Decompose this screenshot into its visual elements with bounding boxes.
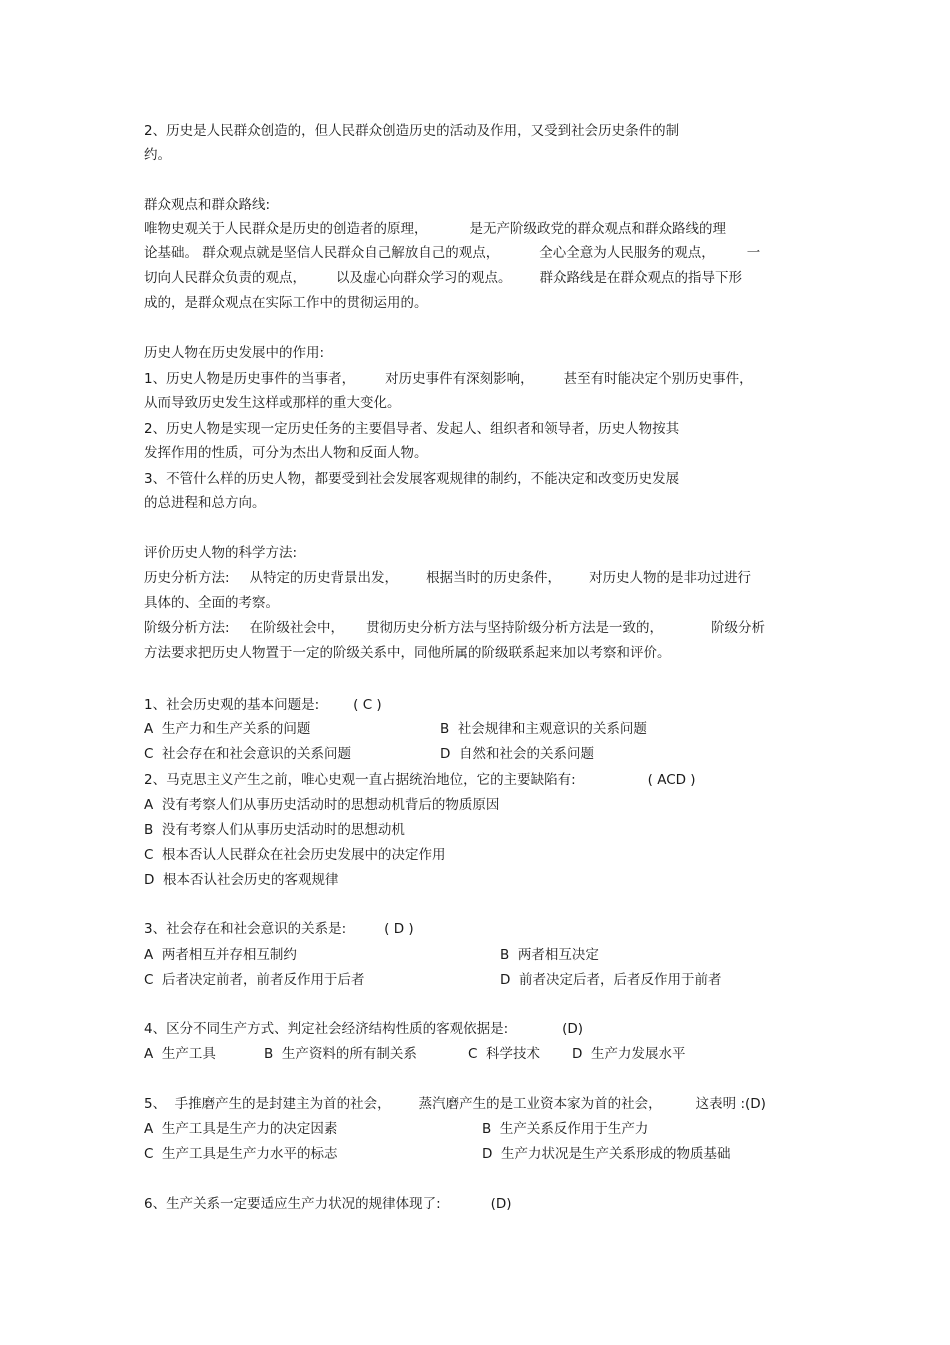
question-6-stem: 6、生产关系一定要适应生产力状况的规律体现了: (D)	[144, 1196, 512, 1212]
mass-view-line-3: 切向人民群众负责的观点， 以及虚心向群众学习的观点。 群众路线是在群众观点的指导下形	[144, 270, 742, 286]
question-2-option-a: A 没有考察人们从事历史活动时的思想动机背后的物质原因	[144, 797, 500, 813]
question-5-option-c: C 生产工具是生产力水平的标志	[144, 1146, 338, 1162]
question-4-option-a: A 生产工具	[144, 1046, 216, 1062]
figures-role-line-5: 3、不管什么样的历史人物，都要受到社会发展客观规律的制约，不能决定和改变历史发展	[144, 471, 680, 487]
question-3-option-a: A 两者相互并存相互制约	[144, 947, 297, 963]
history-para-line-1: 2、历史是人民群众创造的，但人民群众创造历史的活动及作用，又受到社会历史条件的制	[144, 123, 680, 139]
figures-role-line-2: 从而导致历史发生这样或那样的重大变化。	[144, 395, 401, 411]
history-para-line-2: 约。	[144, 147, 171, 163]
figures-role-line-6: 的总进程和总方向。	[144, 495, 266, 511]
evaluation-heading: 评价历史人物的科学方法:	[144, 545, 298, 561]
question-2-option-d: D 根本否认社会历史的客观规律	[144, 872, 339, 888]
question-5-option-b: B 生产关系反作用于生产力	[482, 1121, 649, 1137]
question-4-option-d: D 生产力发展水平	[572, 1046, 686, 1062]
question-4-stem: 4、区分不同生产方式、判定社会经济结构性质的客观依据是: (D)	[144, 1021, 584, 1037]
question-2-option-c: C 根本否认人民群众在社会历史发展中的决定作用	[144, 847, 446, 863]
mass-view-line-1: 唯物史观关于人民群众是历史的创造者的原理， 是无产阶级政党的群众观点和群众路线的理	[144, 221, 726, 237]
question-3-answer: ( D )	[384, 921, 414, 937]
question-2-answer: ( ACD )	[647, 772, 696, 788]
evaluation-line-4: 方法要求把历史人物置于一定的阶级关系中，同他所属的阶级联系起来加以考察和评价。	[144, 645, 671, 661]
question-2-option-b: B 没有考察人们从事历史活动时的思想动机	[144, 822, 405, 838]
mass-view-line-2: 论基础。 群众观点就是坚信人民群众自己解放自己的观点， 全心全意为人民服务的观点， 一	[144, 245, 761, 261]
figures-role-line-1: 1、历史人物是历史事件的当事者， 对历史事件有深刻影响， 甚至有时能决定个别历史事件，	[144, 371, 753, 387]
question-3-option-b: B 两者相互决定	[500, 947, 599, 963]
question-1-option-c: C 社会存在和社会意识的关系问题	[144, 746, 352, 762]
evaluation-line-3: 阶级分析方法: 在阶级社会中， 贯彻历史分析方法与坚持阶级分析方法是一致的， 阶级分析	[144, 620, 766, 636]
question-4-option-c: C 科学技术	[468, 1046, 541, 1062]
question-1-answer: ( C )	[353, 697, 382, 713]
question-3-option-d: D 前者决定后者，后者反作用于前者	[500, 972, 722, 988]
figures-role-heading: 历史人物在历史发展中的作用:	[144, 345, 325, 361]
question-3-stem: 3、社会存在和社会意识的关系是: ( D )	[144, 921, 414, 937]
question-3-option-c: C 后者决定前者，前者反作用于后者	[144, 972, 365, 988]
figures-role-line-4: 发挥作用的性质，可分为杰出人物和反面人物。	[144, 445, 428, 461]
question-5-option-a: A 生产工具是生产力的决定因素	[144, 1121, 338, 1137]
question-1-option-a: A 生产力和生产关系的问题	[144, 721, 311, 737]
question-1-stem: 1、社会历史观的基本问题是: ( C )	[144, 697, 382, 713]
evaluation-line-1: 历史分析方法: 从特定的历史背景出发， 根据当时的历史条件， 对历史人物的是非功过进行	[144, 570, 752, 586]
question-2-stem: 2、马克思主义产生之前，唯心史观一直占据统治地位，它的主要缺陷有: ( ACD )	[144, 772, 696, 788]
question-1-option-d: D 自然和社会的关系问题	[440, 746, 594, 762]
question-5-stem: 5、 手推磨产生的是封建主为首的社会， 蒸汽磨产生的是工业资本家为首的社会， 这表明 :(D)	[144, 1096, 766, 1112]
question-6-answer: (D)	[490, 1196, 512, 1212]
question-4-option-b: B 生产资料的所有制关系	[264, 1046, 417, 1062]
evaluation-line-2: 具体的、全面的考察。	[144, 595, 279, 611]
question-5-option-d: D 生产力状况是生产关系形成的物质基础	[482, 1146, 731, 1162]
mass-view-heading: 群众观点和群众路线:	[144, 197, 271, 213]
mass-view-line-4: 成的，是群众观点在实际工作中的贯彻运用的。	[144, 295, 428, 311]
figures-role-line-3: 2、历史人物是实现一定历史任务的主要倡导者、发起人、组织者和领导者，历史人物按其	[144, 421, 680, 437]
question-4-answer: (D)	[562, 1021, 584, 1037]
question-1-option-b: B 社会规律和主观意识的关系问题	[440, 721, 647, 737]
